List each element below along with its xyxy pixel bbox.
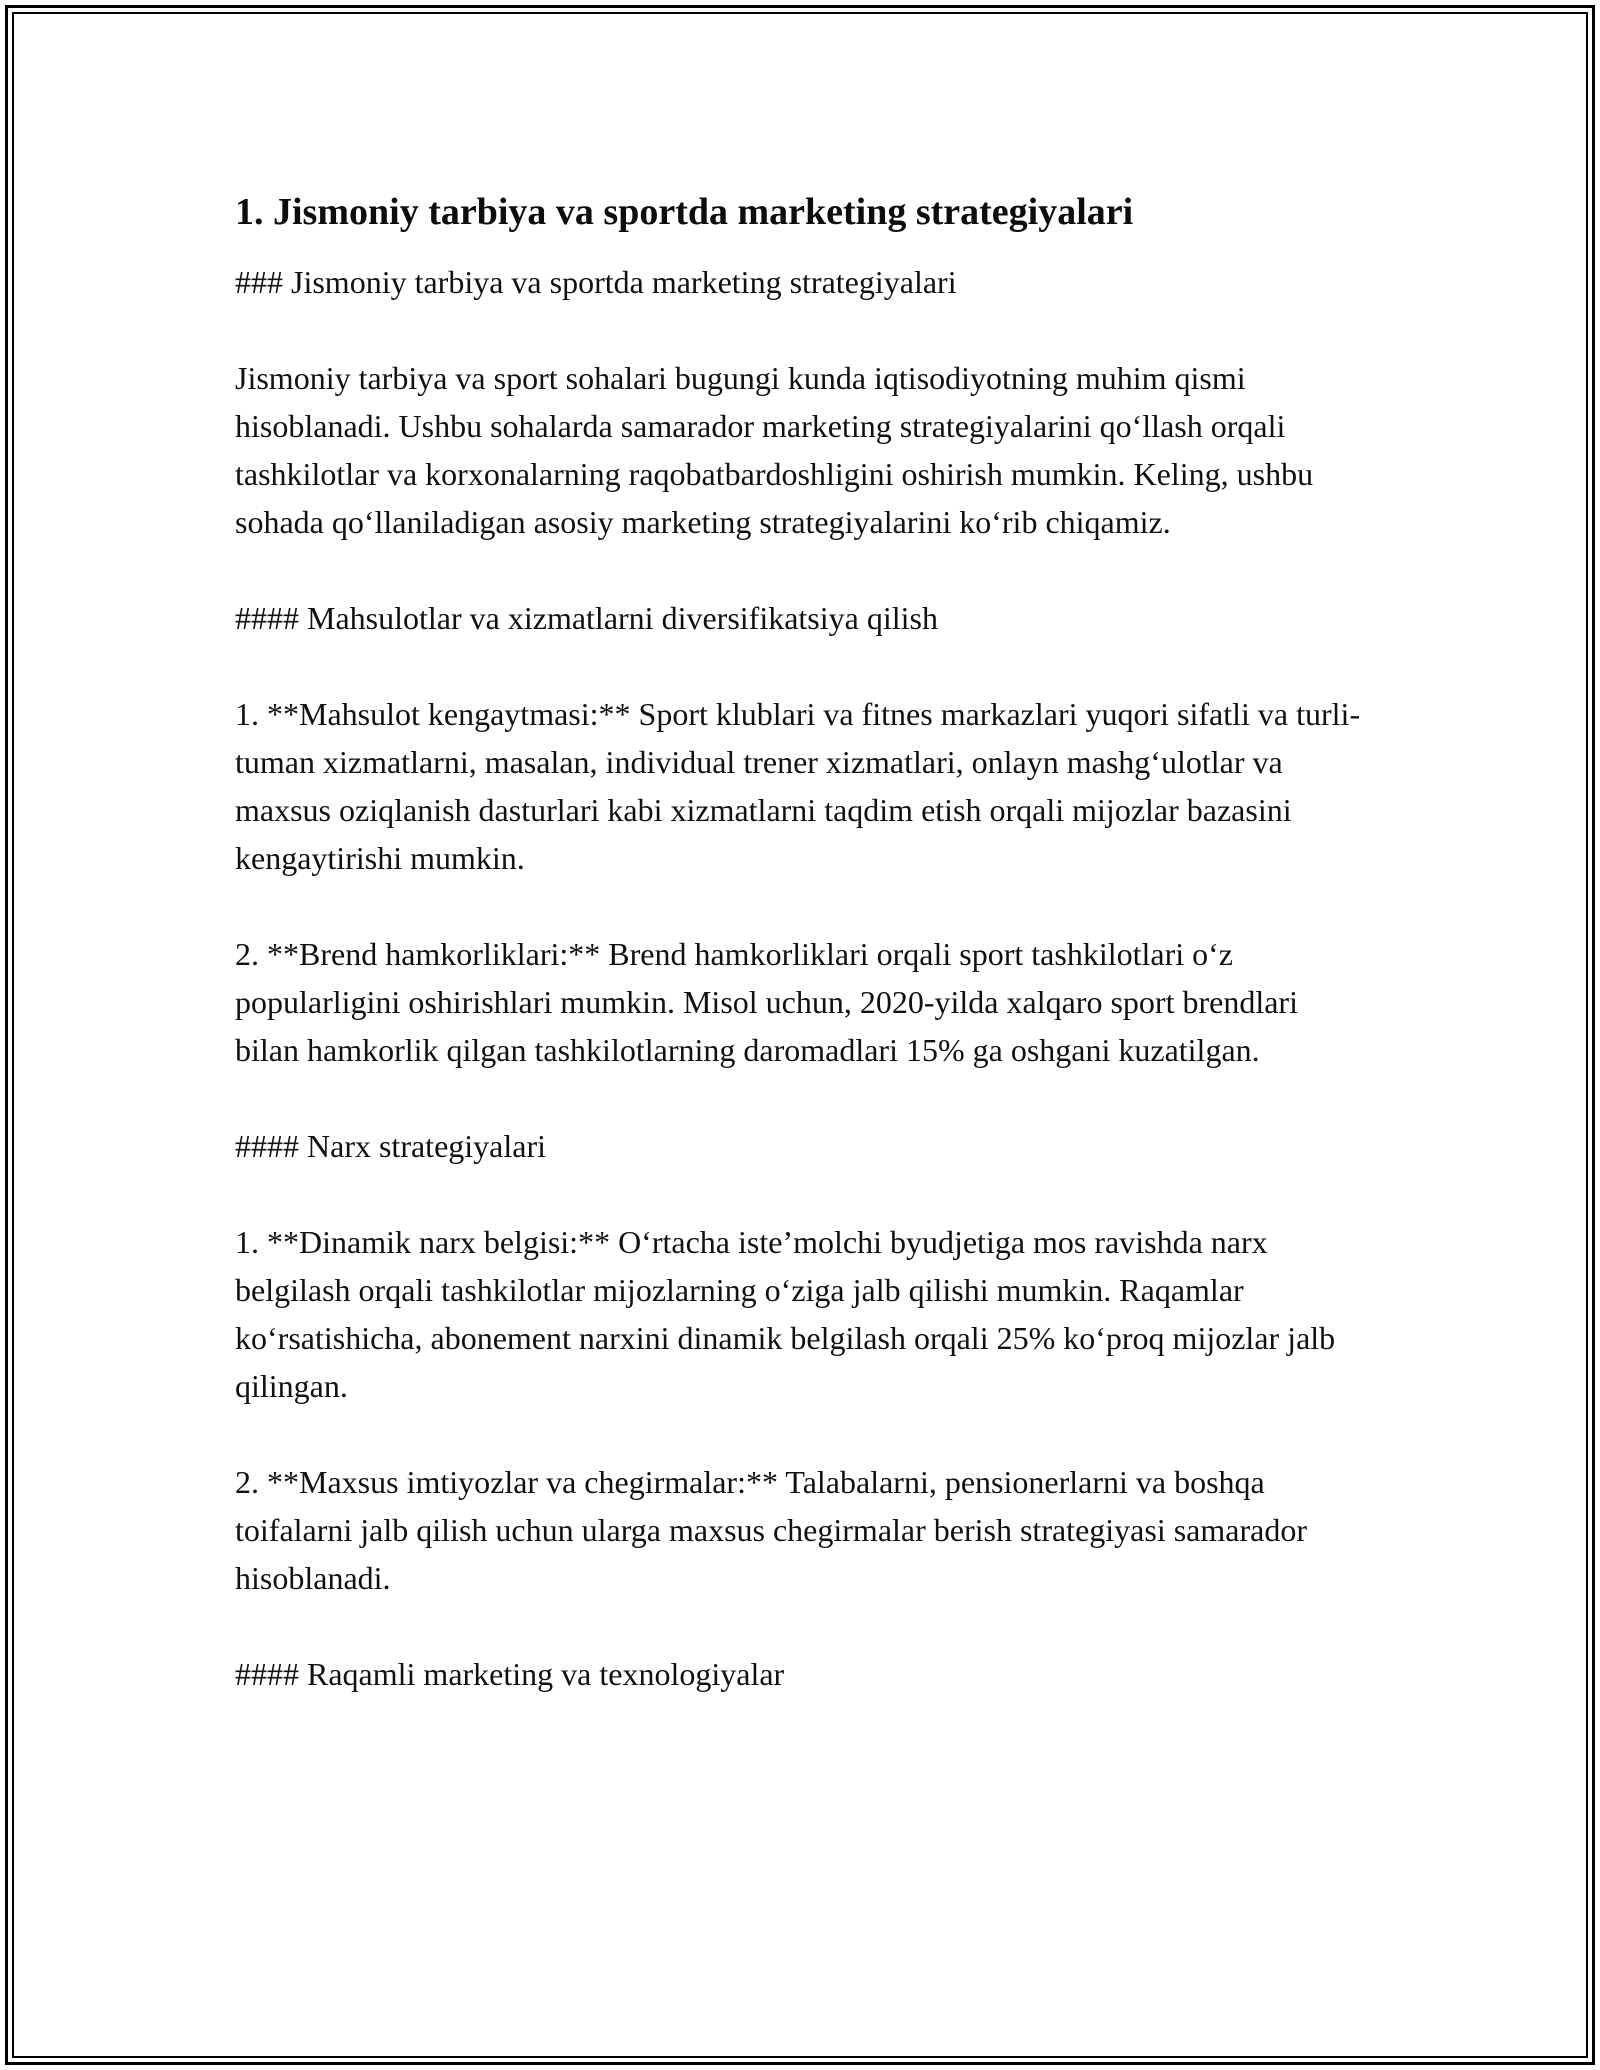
subheading-pricing: #### Narx strategiyalari <box>235 1128 546 1164</box>
item-product-extension: 1. **Mahsulot kengaytmasi:** Sport klublari va fitnes markazlari yuqori sifatli va turli-tuman xizmatlarni, masalan, individual trener xizmatlari, onlayn mashg‘ulotlar va maxsus oziqlanish dasturlari kabi xizmatlarni taqdim etish orqali mijozlar bazasini kengaytirishi mumkin. <box>235 696 1361 876</box>
subheading-diversification: #### Mahsulotlar va xizmatlarni diversifikatsiya qilish <box>235 600 938 636</box>
document-title: 1. Jismoniy tarbiya va sportda marketing strategiyalari <box>235 191 1134 233</box>
subheading-main: ### Jismoniy tarbiya va sportda marketing strategiyalari <box>235 264 957 300</box>
item-dynamic-pricing: 1. **Dinamik narx belgisi:** O‘rtacha iste’molchi byudjetiga mos ravishda narx belgilash orqali tashkilotlar mijozlarning o‘ziga jalb qilishi mumkin. Raqamlar ko‘rsatishicha, abonement narxini dinamik belgilash orqali 25% ko‘proq mijozlar jalb qilingan. <box>235 1224 1336 1404</box>
item-special-discounts: 2. **Maxsus imtiyozlar va chegirmalar:** Talabalarni, pensionerlarni va boshqa toifalarni jalb qilish uchun ularga maxsus chegirmalar berish strategiyasi samarador hisoblanadi. <box>235 1464 1307 1596</box>
subheading-digital-marketing: #### Raqamli marketing va texnologiyalar <box>235 1656 785 1692</box>
document-body <box>235 188 1365 1698</box>
item-brand-partnerships: 2. **Brend hamkorliklari:** Brend hamkorliklari orqali sport tashkilotlari o‘z popularligini oshirishlari mumkin. Misol uchun, 2020-yilda xalqaro sport brendlari bilan hamkorlik qilgan tashkilotlarning daromadlari 15% ga oshgani kuzatilgan. <box>235 936 1298 1068</box>
intro-paragraph: Jismoniy tarbiya va sport sohalari bugungi kunda iqtisodiyotning muhim qismi hisoblanadi. Ushbu sohalarda samarador marketing strategiyalarini qo‘llash orqali tashkilotlar va korxonalarning raqobatbardoshligini oshirish mumkin. Keling, ushbu sohada qo‘llaniladigan asosiy marketing strategiyalarini ko‘rib chiqamiz. <box>235 360 1314 540</box>
